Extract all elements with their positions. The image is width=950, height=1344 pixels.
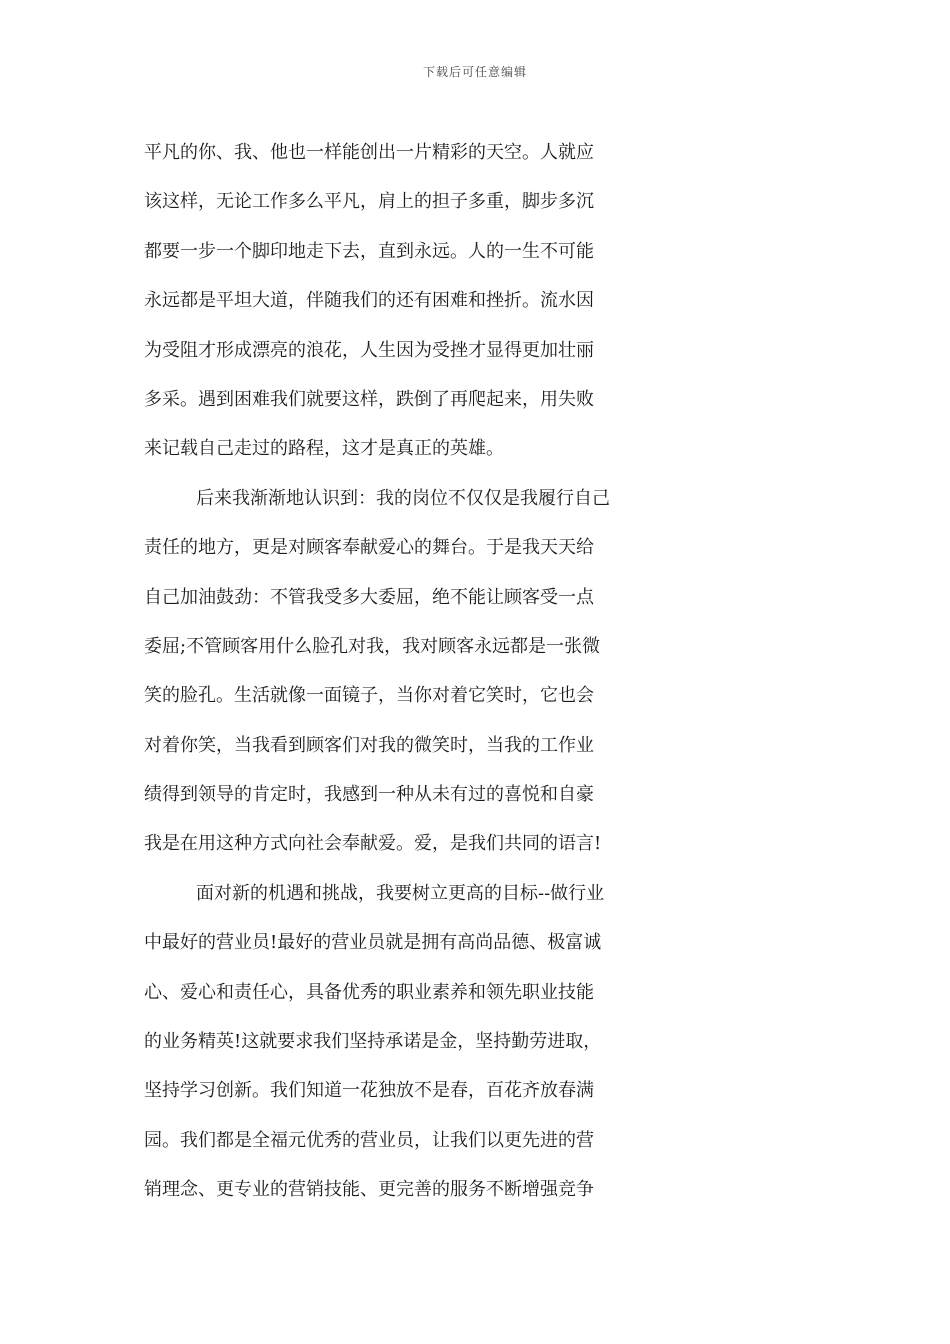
text-line: 平凡的你、我、他也一样能创出一片精彩的天空。人就应 [144, 142, 594, 163]
text-line: 来记载自己走过的路程，这才是真正的英雄。 [144, 438, 504, 460]
text-line: 面对新的机遇和挑战，我要树立更高的目标--做行业 [196, 882, 605, 904]
text-line: 坚持学习创新。我们知道一花独放不是春，百花齐放春满 [144, 1080, 594, 1102]
text-line: 笑的脸孔。生活就像一面镜子，当你对着它笑时，它也会 [144, 685, 594, 707]
body-text [144, 128, 814, 1215]
text-line: 为受阻才形成漂亮的浪花，人生因为受挫才显得更加壮丽 [144, 339, 594, 361]
text-line: 的业务精英!这就要求我们坚持承诺是金，坚持勤劳进取， [144, 1031, 602, 1053]
text-line: 责任的地方，更是对顾客奉献爱心的舞台。于是我天天给 [144, 537, 594, 559]
text-line: 后来我渐渐地认识到：我的岗位不仅仅是我履行自己 [196, 487, 610, 509]
text-line: 绩得到领导的肯定时，我感到一种从未有过的喜悦和自豪 [144, 784, 594, 806]
text-line: 自己加油鼓劲：不管我受多大委屈，绝不能让顾客受一点 [144, 586, 594, 608]
text-line: 我是在用这种方式向社会奉献爱。爱，是我们共同的语言! [144, 833, 602, 855]
text-line: 中最好的营业员!最好的营业员就是拥有高尚品德、极富诚 [144, 932, 602, 954]
text-line: 对着你笑，当我看到顾客们对我的微笑时，当我的工作业 [144, 734, 594, 756]
text-line: 都要一步一个脚印地走下去，直到永远。人的一生不可能 [144, 240, 594, 262]
text-line: 永远都是平坦大道，伴随我们的还有困难和挫折。流水因 [144, 290, 594, 312]
text-line: 委屈;不管顾客用什么脸孔对我，我对顾客永远都是一张微 [144, 635, 601, 657]
text-line: 多采。遇到困难我们就要这样，跌倒了再爬起来，用失败 [144, 388, 594, 410]
text-line: 心、爱心和责任心，具备优秀的职业素养和领先职业技能 [144, 981, 594, 1003]
text-line: 园。我们都是全福元优秀的营业员，让我们以更先进的营 [144, 1129, 594, 1151]
page-header: 下载后可任意编辑 [422, 65, 527, 79]
text-line: 该这样，无论工作多么平凡，肩上的担子多重，脚步多沉 [144, 191, 594, 213]
text-line: 销理念、更专业的营销技能、更完善的服务不断增强竞争 [144, 1179, 594, 1201]
